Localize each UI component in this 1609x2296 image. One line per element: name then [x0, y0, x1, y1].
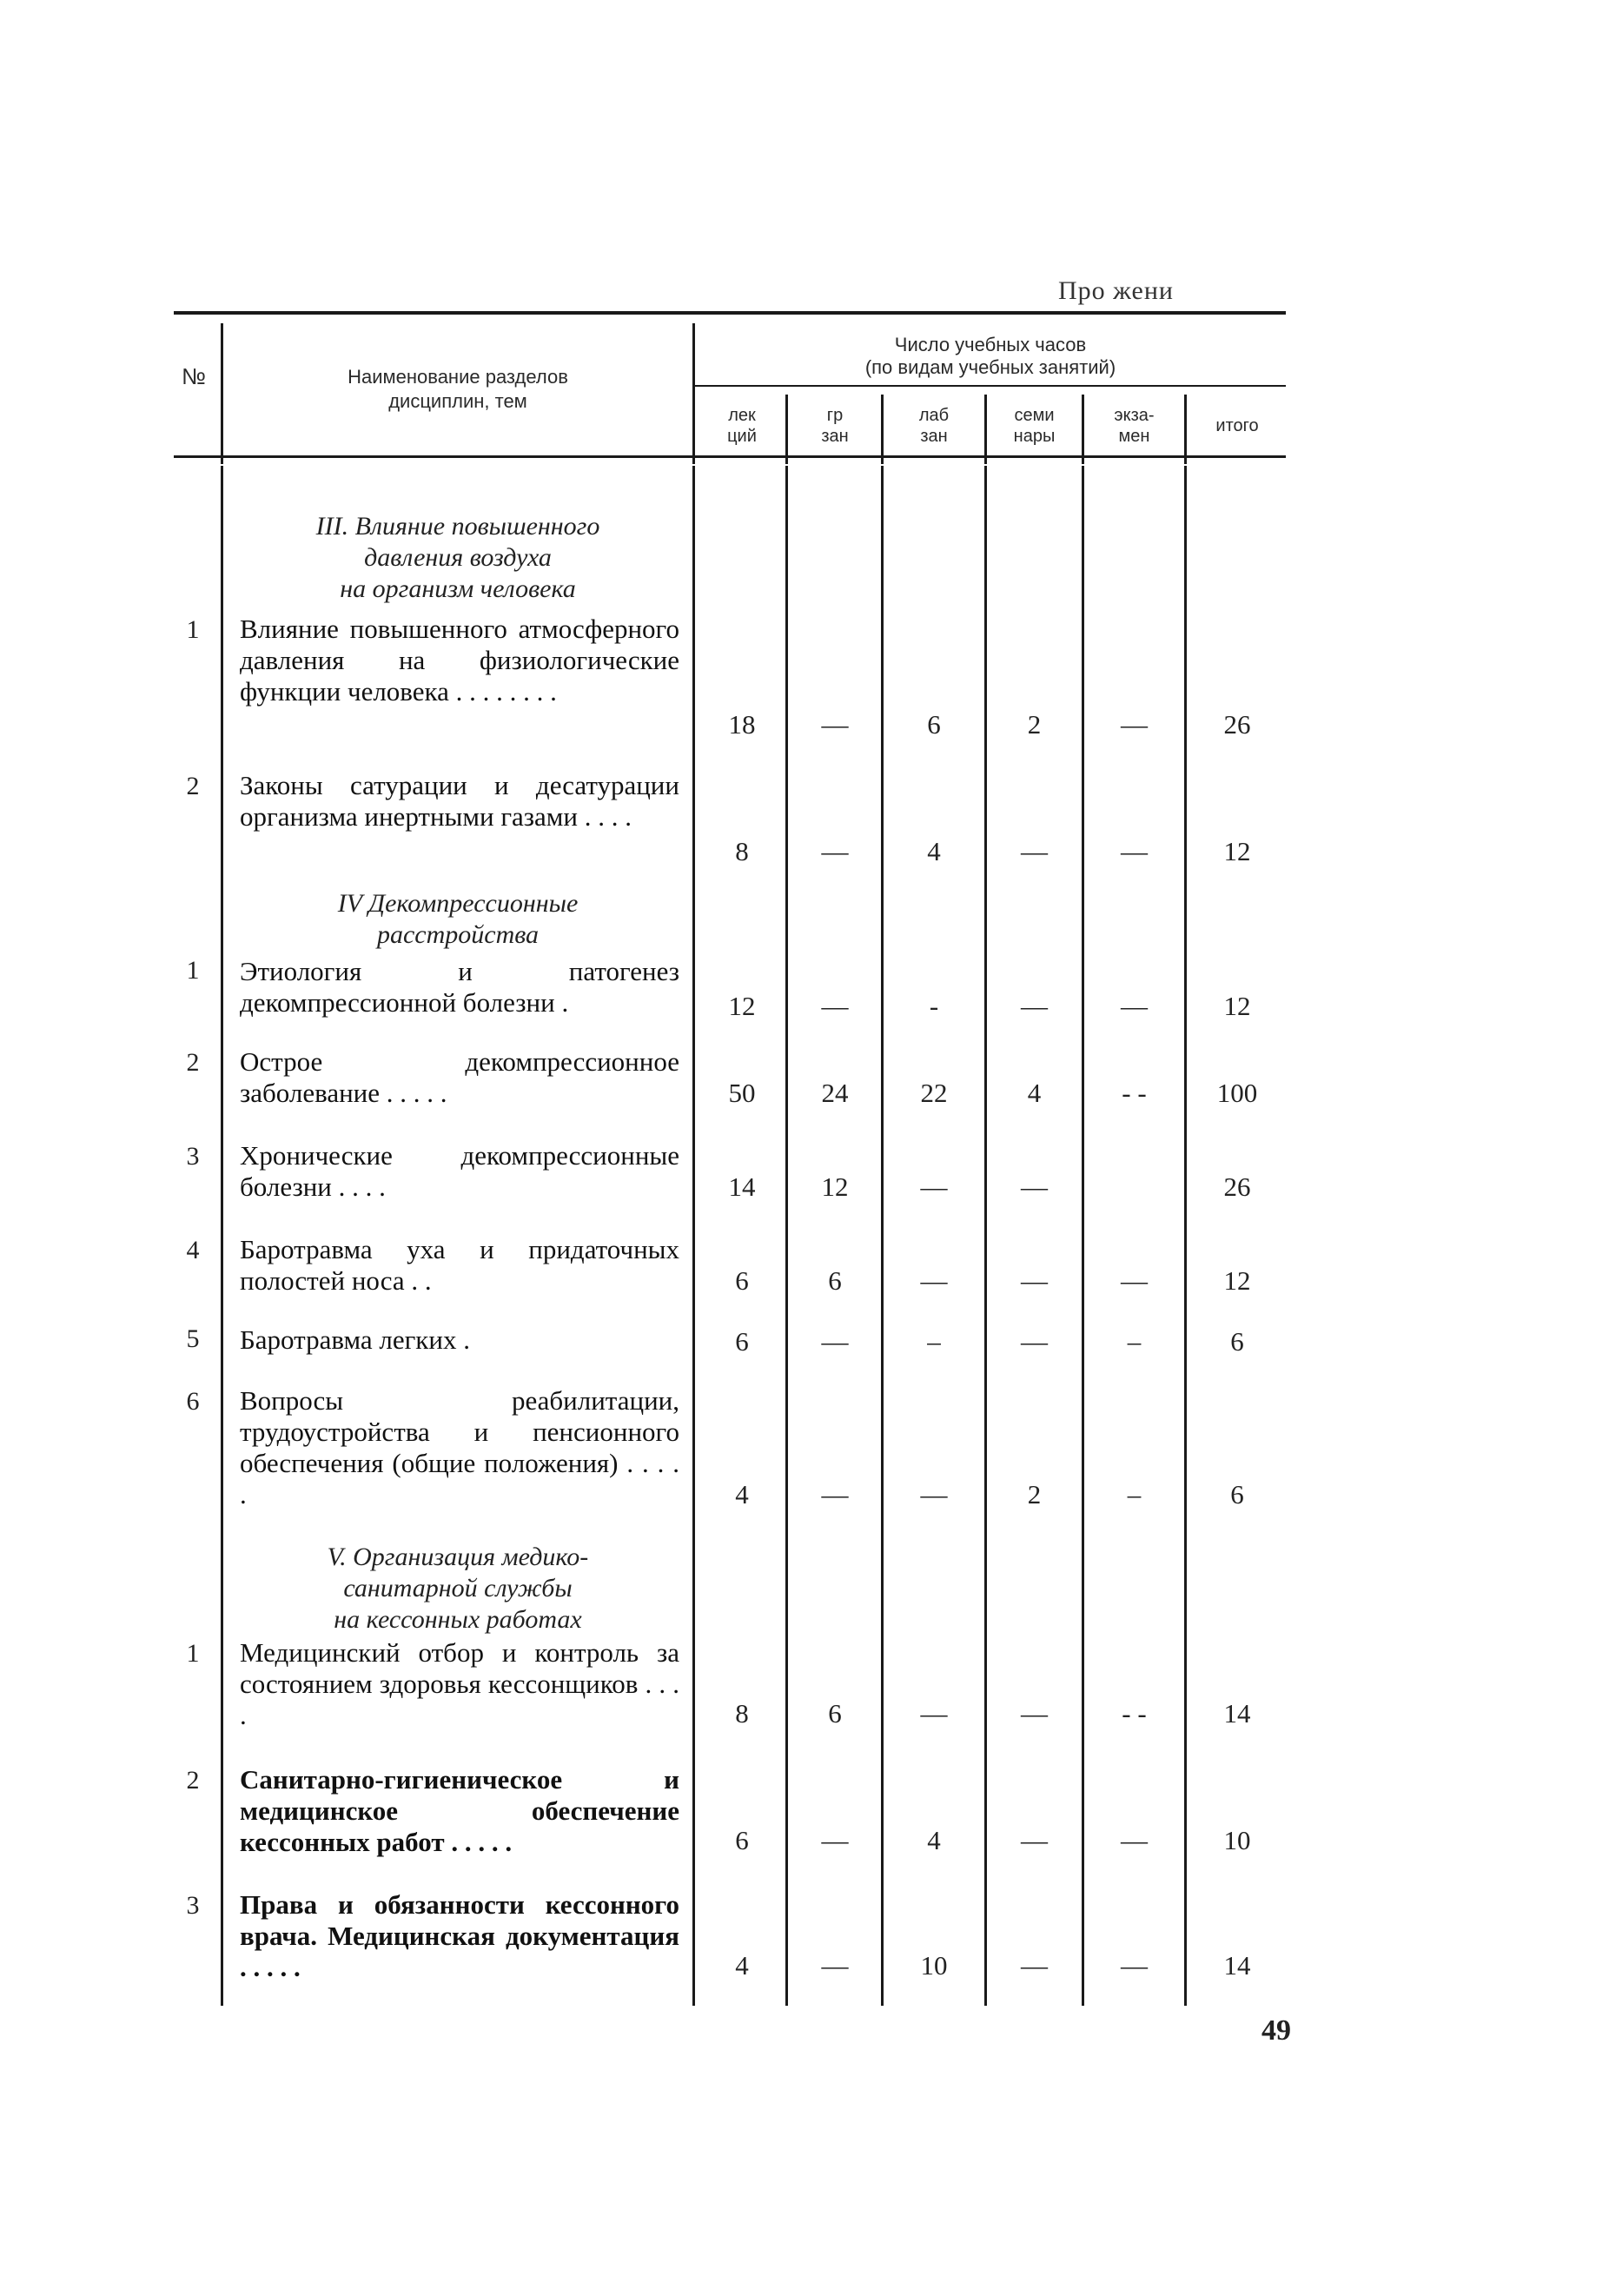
row-topic-name: Острое декомпрессионное заболевание . . . . . [240, 1046, 679, 1108]
col-divider-name-body [692, 466, 695, 2006]
cell-seminars: 2 [1027, 1479, 1042, 1510]
header-bottom-rule [174, 455, 1286, 458]
cell-total: 12 [1223, 1265, 1251, 1296]
row-number: 2 [186, 1766, 200, 1795]
cell-lectures: 4 [735, 1950, 749, 1981]
page-number: 49 [1261, 2014, 1291, 2047]
cell-total: 26 [1223, 709, 1251, 740]
cell-group: — [821, 1326, 849, 1357]
cell-seminars: — [1021, 1265, 1048, 1296]
cell-seminars: 2 [1027, 709, 1042, 740]
header-col-group: гр зан [821, 406, 849, 446]
cell-group: — [821, 1479, 849, 1510]
col-divider-num-body [221, 466, 223, 2006]
cell-total: 26 [1223, 1171, 1251, 1202]
cell-lectures: 18 [728, 709, 756, 740]
cell-exam: – [1127, 1326, 1142, 1357]
cell-lab: – [927, 1326, 941, 1357]
cell-seminars: — [1021, 836, 1048, 866]
cell-group: — [821, 836, 849, 866]
cell-lectures: 8 [735, 836, 749, 866]
cell-seminars: — [1021, 1171, 1048, 1202]
cell-lab: — [920, 1479, 948, 1510]
cell-total: 12 [1223, 836, 1251, 866]
cell-lab: 22 [920, 1078, 948, 1108]
col-divider-lab-header [984, 395, 987, 464]
row-number: 6 [186, 1387, 200, 1416]
cell-group: 6 [828, 1698, 842, 1729]
cell-exam: — [1121, 709, 1148, 740]
section-title: V. Организация медико- санитарной службы на кессонных работах [327, 1543, 589, 1634]
cell-lab: — [920, 1265, 948, 1296]
header-col-exam: экза- мен [1114, 406, 1155, 446]
cell-group: 24 [821, 1078, 849, 1108]
page-running-header: Про жени [1058, 276, 1174, 305]
cell-total: 14 [1223, 1698, 1251, 1729]
cell-total: 6 [1230, 1479, 1244, 1510]
cell-lectures: 6 [735, 1326, 749, 1357]
cell-exam: – [1127, 1479, 1142, 1510]
cell-seminars: 4 [1027, 1078, 1042, 1108]
cell-lectures: 4 [735, 1479, 749, 1510]
cell-lab: 6 [927, 709, 941, 740]
section-title: IV Декомпрессионные расстройства [337, 889, 579, 949]
row-topic-name: Баротравма легких . [240, 1324, 470, 1355]
cell-total: 10 [1223, 1825, 1251, 1855]
cell-exam: — [1121, 991, 1148, 1021]
col-divider-lek-body [785, 466, 788, 2006]
cell-lectures: 6 [735, 1265, 749, 1296]
cell-lectures: 12 [728, 991, 756, 1021]
cell-group: 6 [828, 1265, 842, 1296]
header-name: Наименование разделов дисциплин, тем [348, 366, 568, 412]
cell-lectures: 8 [735, 1698, 749, 1729]
cell-lectures: 14 [728, 1171, 756, 1202]
cell-lab: — [920, 1171, 948, 1202]
header-col-lectures: лек ций [727, 406, 757, 446]
col-divider-sem-body [1082, 466, 1084, 2006]
col-divider-lek-header [785, 395, 788, 464]
row-number: 2 [186, 1048, 200, 1077]
row-topic-name: Баротравма уха и придаточных полостей носа . . [240, 1234, 679, 1296]
cell-seminars: — [1021, 1825, 1048, 1855]
header-col-seminars: семи нары [1013, 406, 1056, 446]
cell-total: 14 [1223, 1950, 1251, 1981]
row-topic-name: Влияние повышенного атмосферного давления на физиологические функции человека . . . . . . . . [240, 614, 679, 707]
cell-lab: — [920, 1698, 948, 1729]
cell-exam: - - [1122, 1698, 1147, 1729]
cell-lectures: 50 [728, 1078, 756, 1108]
col-divider-num-header [221, 323, 223, 464]
cell-group: — [821, 991, 849, 1021]
cell-exam: — [1121, 1825, 1148, 1855]
row-topic-name: Законы сатурации и десатурации организма инертными газами . . . . [240, 770, 679, 832]
cell-group: — [821, 709, 849, 740]
col-divider-gr-body [881, 466, 884, 2006]
cell-exam: - - [1122, 1078, 1147, 1108]
row-topic-name: Этиология и патогенез декомпрессионной болезни . [240, 956, 679, 1018]
row-number: 3 [186, 1891, 200, 1920]
section-title: III. Влияние повышенного давления воздуха на организм человека [315, 512, 600, 603]
row-number: 5 [186, 1324, 200, 1353]
row-number: 1 [186, 1639, 200, 1668]
cell-seminars: — [1021, 1950, 1048, 1981]
cell-group: — [821, 1825, 849, 1855]
cell-exam: — [1121, 1950, 1148, 1981]
cell-lab: 10 [920, 1950, 948, 1981]
cell-seminars: — [1021, 1326, 1048, 1357]
cell-exam: — [1121, 1265, 1148, 1296]
row-topic-name: Права и обязанности кессонного врача. Медицинская документация . . . . . [240, 1889, 679, 1982]
col-divider-exam-body [1184, 466, 1187, 2006]
col-divider-exam-header [1184, 395, 1187, 464]
row-number: 4 [186, 1236, 200, 1264]
col-divider-name-header [692, 323, 695, 464]
row-topic-name: Санитарно-гигиеническое и медицинское обеспечение кессонных работ . . . . . [240, 1764, 679, 1857]
cell-seminars: — [1021, 991, 1048, 1021]
row-number: 1 [186, 615, 200, 644]
row-topic-name: Вопросы реабилитации, трудоустройства и пенсионного обеспечения (общие положения) . . . . . [240, 1385, 679, 1510]
table-top-rule [174, 311, 1286, 315]
row-topic-name: Медицинский отбор и контроль за состоянием здоровья кессонщиков . . . . [240, 1637, 679, 1730]
row-topic-name: Хронические декомпрессионные болезни . . . . [240, 1140, 679, 1202]
row-number: 3 [186, 1142, 200, 1171]
cell-group: — [821, 1950, 849, 1981]
col-divider-lab-body [984, 466, 987, 2006]
cell-total: 6 [1230, 1326, 1244, 1357]
cell-lectures: 6 [735, 1825, 749, 1855]
cell-lab: 4 [927, 1825, 941, 1855]
cell-total: 100 [1216, 1078, 1258, 1108]
cell-total: 12 [1223, 991, 1251, 1021]
header-number: № [182, 363, 206, 389]
cell-group: 12 [821, 1171, 849, 1202]
cell-lab: 4 [927, 836, 941, 866]
header-hours-group: Число учебных часов (по видам учебных занятий) [864, 334, 1116, 378]
row-number: 1 [186, 956, 200, 985]
header-col-total: итого [1215, 416, 1259, 435]
col-divider-gr-header [881, 395, 884, 464]
cell-seminars: — [1021, 1698, 1048, 1729]
hours-group-rule [695, 385, 1286, 387]
cell-exam: — [1121, 836, 1148, 866]
header-col-lab: лаб зан [918, 406, 950, 446]
cell-lab: - [929, 991, 939, 1021]
col-divider-sem-header [1082, 395, 1084, 464]
row-number: 2 [186, 772, 200, 800]
